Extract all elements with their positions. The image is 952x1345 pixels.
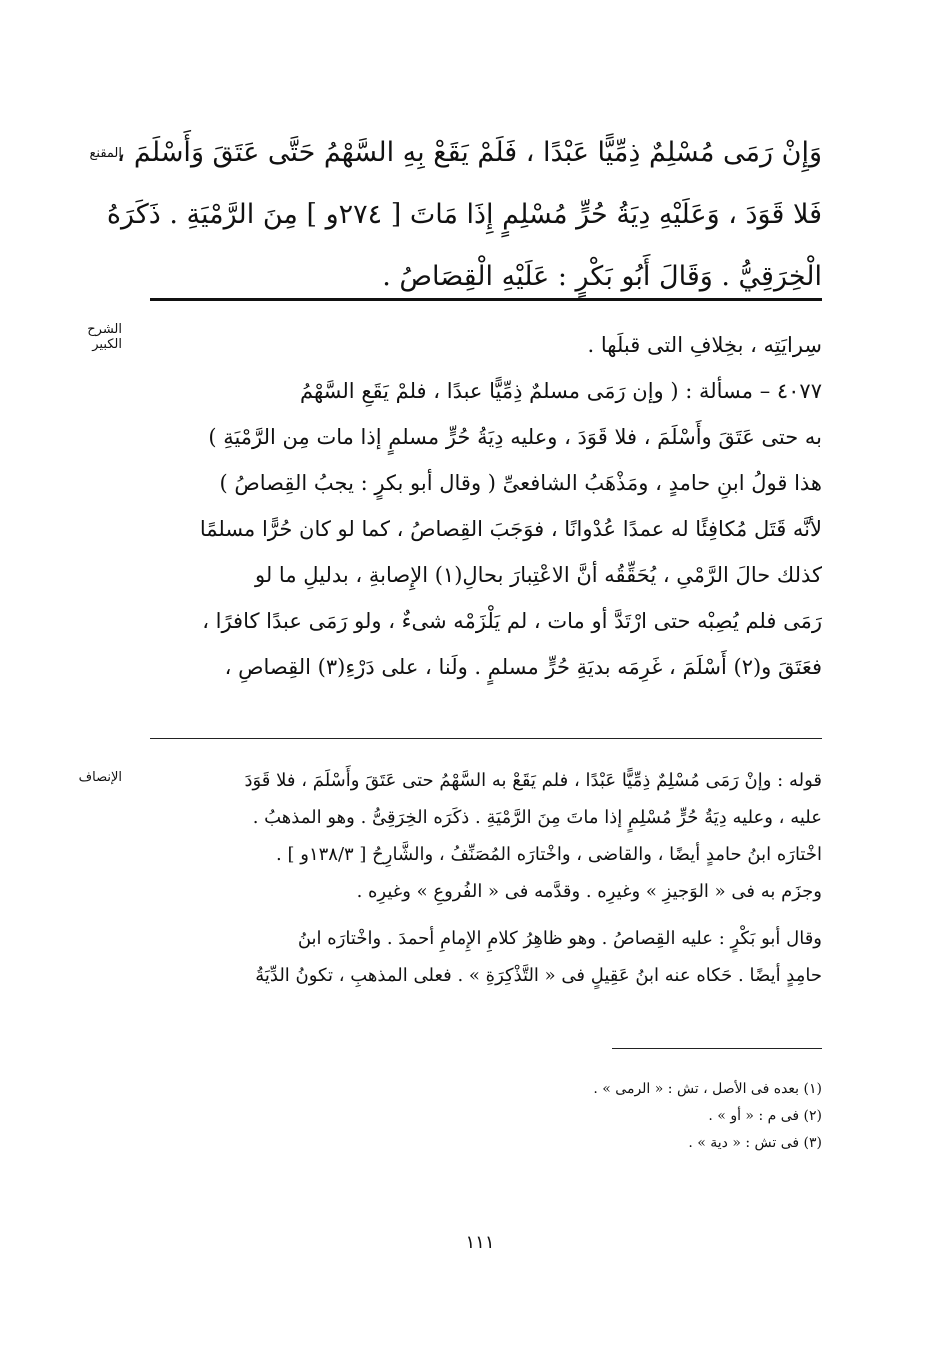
insaf-line: وجزَم به فى « الوَجيزِ » وغيرِه . وقدَّمه فى « الفُروعِ » وغيرِه .: [356, 881, 822, 902]
insaf-line: حامِدٍ أيضًا . حَكاه عنه ابنُ عَقِيلٍ فى « التَّذْكِرَةِ » . فعلى المذهبِ ، تكونُ الدِّيَةُ: [255, 965, 822, 986]
footnote-divider: [612, 1048, 822, 1049]
insaf-text: [150, 762, 822, 994]
insaf-line: اخْتارَه ابنُ حامدٍ أيضًا ، والقاضى ، واخْتارَه المُصَنِّفُ ، والشَّارِحُ [ ١٣٨/٣و ] .: [276, 844, 822, 865]
page-number: ١١١: [465, 1232, 495, 1253]
sharh-line: به حتى عَتَقَ وأَسْلَمَ ، فلا قَوَدَ ، وعليه دِيَةُ حُرٍّ مسلمٍ إذا مات مِن الرَّمْيَةِ ): [208, 425, 822, 449]
sharh-line: ٤٠٧٧ – مسألة : ( وإن رَمَى مسلمٌ ذِمِّيًّا عبدًا ، فلمْ يَقَعِ السَّهْمُ: [300, 379, 822, 403]
sharh-line: رَمَى فلم يُصِبْه حتى ارْتَدَّ أو مات ، لم يَلْزَمْه شىءٌ ، ولو رَمَى عبدًا كافرًا ،: [202, 609, 822, 633]
section-label-sharh: الشرح الكبير: [87, 322, 122, 352]
insaf-line: قوله : وإنْ رَمَى مُسْلِمٌ ذِمِّيًّا عَبْدًا ، فلم يَقَعْ به السَّهْمُ حتى عَتَقَ وأَسْلَمَ ، فلا قَوَدَ: [244, 770, 822, 791]
muqni-line: وَإِنْ رَمَى مُسْلِمٌ ذِمِّيًّا عَبْدًا ، فَلَمْ يَقَعْ بِهِ السَّهْمُ حَتَّى عَتَقَ وَأَسْلَمَ ،: [116, 137, 822, 168]
sharh-text: [150, 322, 822, 690]
insaf-line: عليه ، وعليه دِيَةُ حُرٍّ مُسْلِمٍ إذا ماتَ مِنَ الرَّمْيَةِ . ذكَرَه الخِرَقِىُّ . وهو المذهبُ .: [252, 807, 822, 828]
section-label-insaf: الإنصاف: [78, 770, 122, 785]
footnote-3: (٣) فى تش : « دية » .: [688, 1135, 822, 1151]
sharh-line: هذا قولُ ابنِ حامدٍ ، ومَذْهَبُ الشافعىِّ ( وقال أبو بكرٍ : يجبُ القِصاصُ ): [219, 471, 822, 495]
sharh-line: فعَتَقَ و(٢) أَسْلَمَ ، غَرِمَه بديَةِ حُرٍّ مسلمٍ . ولَنا ، على دَرْءِ(٣) القِصاصِ ،: [224, 655, 822, 679]
sharh-line: سِرايَتِه ، بخِلافِ التى قبلَها .: [587, 333, 822, 357]
footnote-1: (١) بعده فى الأصل ، تش : « الرمى » .: [593, 1081, 822, 1097]
footnotes: [400, 1076, 822, 1157]
muqni-line: فَلا قَوَدَ ، وَعَلَيْهِ دِيَةُ حُرٍّ مُسْلِمٍ إِذَا مَاتَ [ ٢٧٤و ] مِنَ الرَّمْيَةِ . ذَكَرَهُ: [106, 199, 822, 230]
muqni-line: الْخِرَقِيُّ . وَقَالَ أَبُو بَكْرٍ : عَلَيْهِ الْقِصَاصُ .: [382, 261, 822, 292]
section-label-muqni: المقنع: [89, 146, 122, 161]
section-divider: [150, 738, 822, 739]
section-divider: [150, 298, 822, 301]
sharh-line: كذلك حالَ الرَّمْىِ ، يُحَقِّقُه أنَّ الاعْتِبارَ بحالِ(١) الإِصابةِ ، بدليلِ ما لو: [255, 563, 822, 587]
insaf-line: وقال أبو بَكْرٍ : عليه القِصاصُ . وهو ظاهِرُ كلامِ الإِمامِ أحمدَ . واخْتارَه ابنُ: [297, 928, 822, 949]
sharh-line: لأنَّه قَتَل مُكافِئًا له عمدًا عُدْوانًا ، فوَجَبَ القِصاصُ ، كما لو كان حُرًّا مسلمًا: [199, 517, 822, 541]
muqni-text: [106, 122, 822, 308]
footnote-2: (٢) فى م : « أو » .: [708, 1108, 822, 1124]
